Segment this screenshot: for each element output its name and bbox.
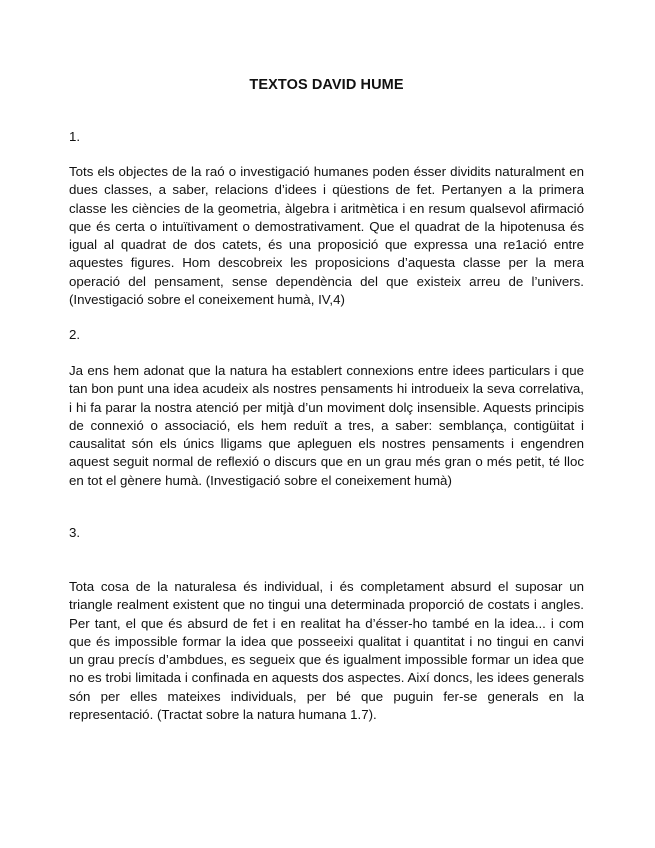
section-paragraph-3: Tota cosa de la naturalesa és individual, i és completament absurd el suposar un triangle realment existent que no tingui una determinada proporció de costats i angles. Per tant, el que és absurd de fet i en realitat ha d’ésser-ho també en la idea... i com que és impossible formar la idea que posseeixi qualitat i quantitat i no tingui en canvi un grau precís d’ambdues, es segueix que és igualment impossible formar un idea que no es trobi limitada i confinada en aquests dos aspectes. Així doncs, les idees generals són per elles mateixes individuals, per bé que puguin fer-se generals en la representació. (Tractat sobre la natura humana 1.7).	[69, 579, 584, 723]
section-number-2: 2.	[69, 327, 81, 342]
section-number-3: 3.	[69, 525, 81, 540]
section-paragraph-1: Tots els objectes de la raó o investigació humanes poden ésser dividits naturalment en dues classes, a saber, relacions d’idees i qüestions de fet. Pertanyen a la primera classe les ciències de la geometria, àlgebra i aritmètica i en resum qualsevol afirmació que és certa o intuïtivament o demostrativament. Que el quadrat de la hipotenusa és igual al quadrat de dos catets, és una proposició que expressa una re1ació entre aquestes figures. Hom descobreix les proposicions d’aquesta classe per la mera operació del pensament, sense dependència del que existeix arreu de l’univers. (Investigació sobre el coneixement humà, IV,4)	[69, 164, 584, 308]
page-title: TEXTOS DAVID HUME	[249, 77, 404, 93]
section-number-1: 1.	[69, 129, 81, 144]
section-paragraph-2: Ja ens hem adonat que la natura ha establert connexions entre idees particulars i que tan bon punt una idea acudeix als nostres pensaments hi introdueix la seva correlativa, i hi fa parar la nostra atenció per mitjà d’un moviment dolç insensible. Aquests principis de connexió o associació, els hem reduït a tres, a saber: semblança, contigüitat i causalitat són els únics lligams que apleguen els nostres pensaments i engendren aquest seguit normal de reflexió o discurs que en un grau més gran o més petit, té lloc en tot el gènere humà. (Investigació sobre el coneixement humà)	[69, 363, 584, 488]
